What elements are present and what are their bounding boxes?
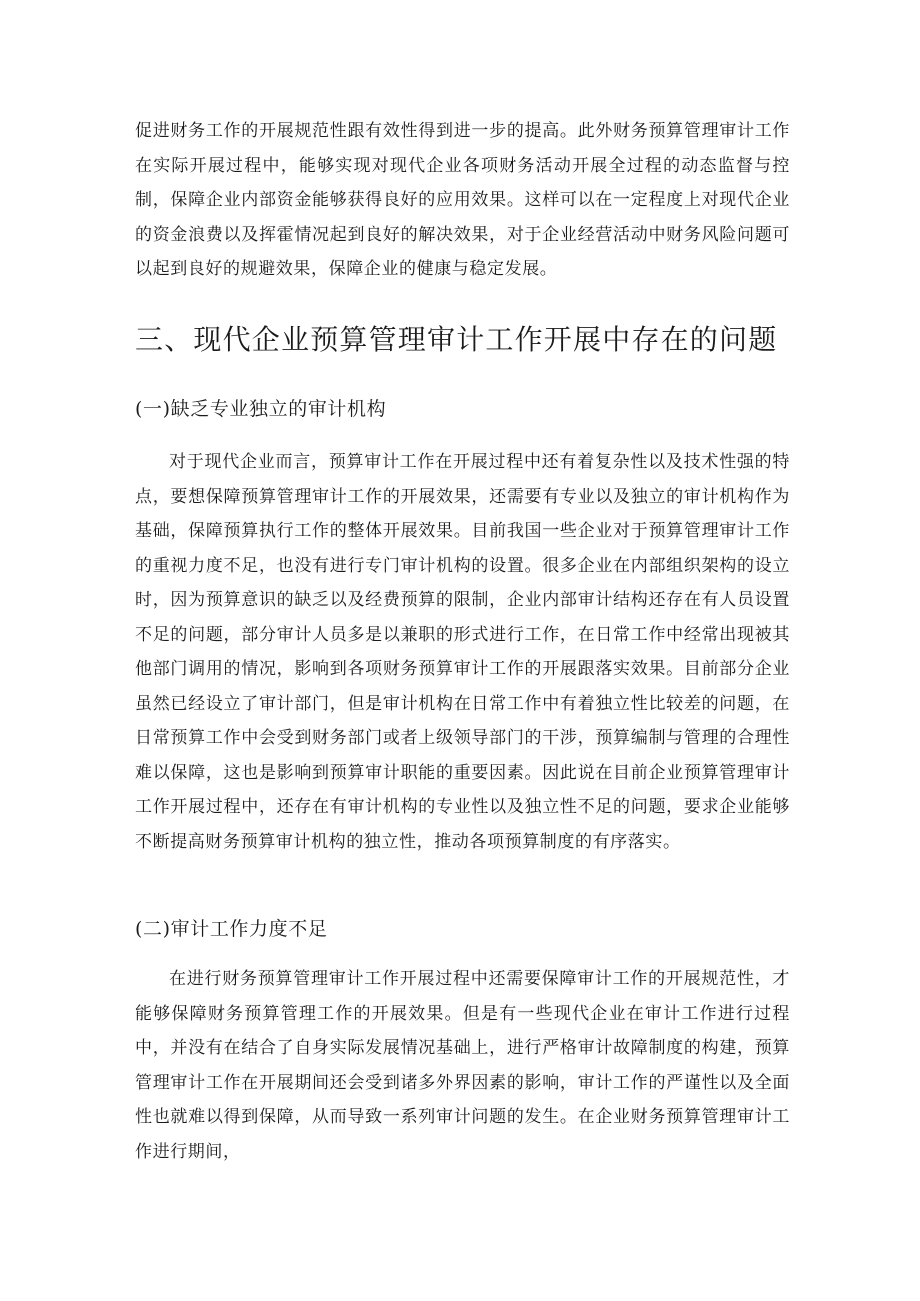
subsection-2-heading: (二)审计工作力度不足 <box>135 918 328 940</box>
section-heading: 三、现代企业预算管理审计工作开展中存在的问题 <box>135 323 778 356</box>
subsection-1-body: 对于现代企业而言，预算审计工作在开展过程中还有着复杂性以及技术性强的特点，要想保障预算管理审计工作的开展效果，还需要有专业以及独立的审计机构作为基础，保障预算执行工作的整体开展效果。目前我国一些企业对于预算管理审计工作的重视力度不足，也没有进行专门审计机构的设置。很多企业在内部组织架构的设立时，因为预算意识的缺乏以及经费预算的限制，企业内部审计结构还存在有人员设置不足的问题，部分审计人员多是以兼职的形式进行工作，在日常工作中经常出现被其他部门调用的情况，影响到各项财务预算审计工作的开展跟落实效果。目前部分企业虽然已经设立了审计部门，但是审计机构在日常工作中有着独立性比较差的问题，在日常预算工作中会受到财务部门或者上级领导部门的干涉，预算编制与管理的合理性难以保障，这也是影响到预算审计职能的重要因素。因此说在目前企业预算管理审计工作开展过程中，还存在有审计机构的专业性以及独立性不足的问题，要求企业能够不断提高财务预算审计机构的独立性，推动各项预算制度的有序落实。 <box>135 452 790 852</box>
subsection-1-heading: (一)缺乏专业独立的审计机构 <box>135 398 387 420</box>
intro-paragraph: 促进财务工作的开展规范性跟有效性得到进一步的提高。此外财务预算管理审计工作在实际开展过程中，能够实现对现代企业各项财务活动开展全过程的动态监督与控制，保障企业内部资金能够获得良好的应用效果。这样可以在一定程度上对现代企业的资金浪费以及挥霍情况起到良好的解决效果，对于企业经营活动中财务风险问题可以起到良好的规避效果，保障企业的健康与稳定发展。 <box>135 121 790 279</box>
subsection-2-body: 在进行财务预算管理审计工作开展过程中还需要保障审计工作的开展规范性，才能够保障财务预算管理工作的开展效果。但是有一些现代企业在审计工作进行过程中，并没有在结合了自身实际发展情况基础上，进行严格审计故障制度的构建，预算管理审计工作在开展期间还会受到诸多外界因素的影响，审计工作的严谨性以及全面性也就难以得到保障，从而导致一系列审计问题的发生。在企业财务预算管理审计工作进行期间， <box>135 969 790 1162</box>
